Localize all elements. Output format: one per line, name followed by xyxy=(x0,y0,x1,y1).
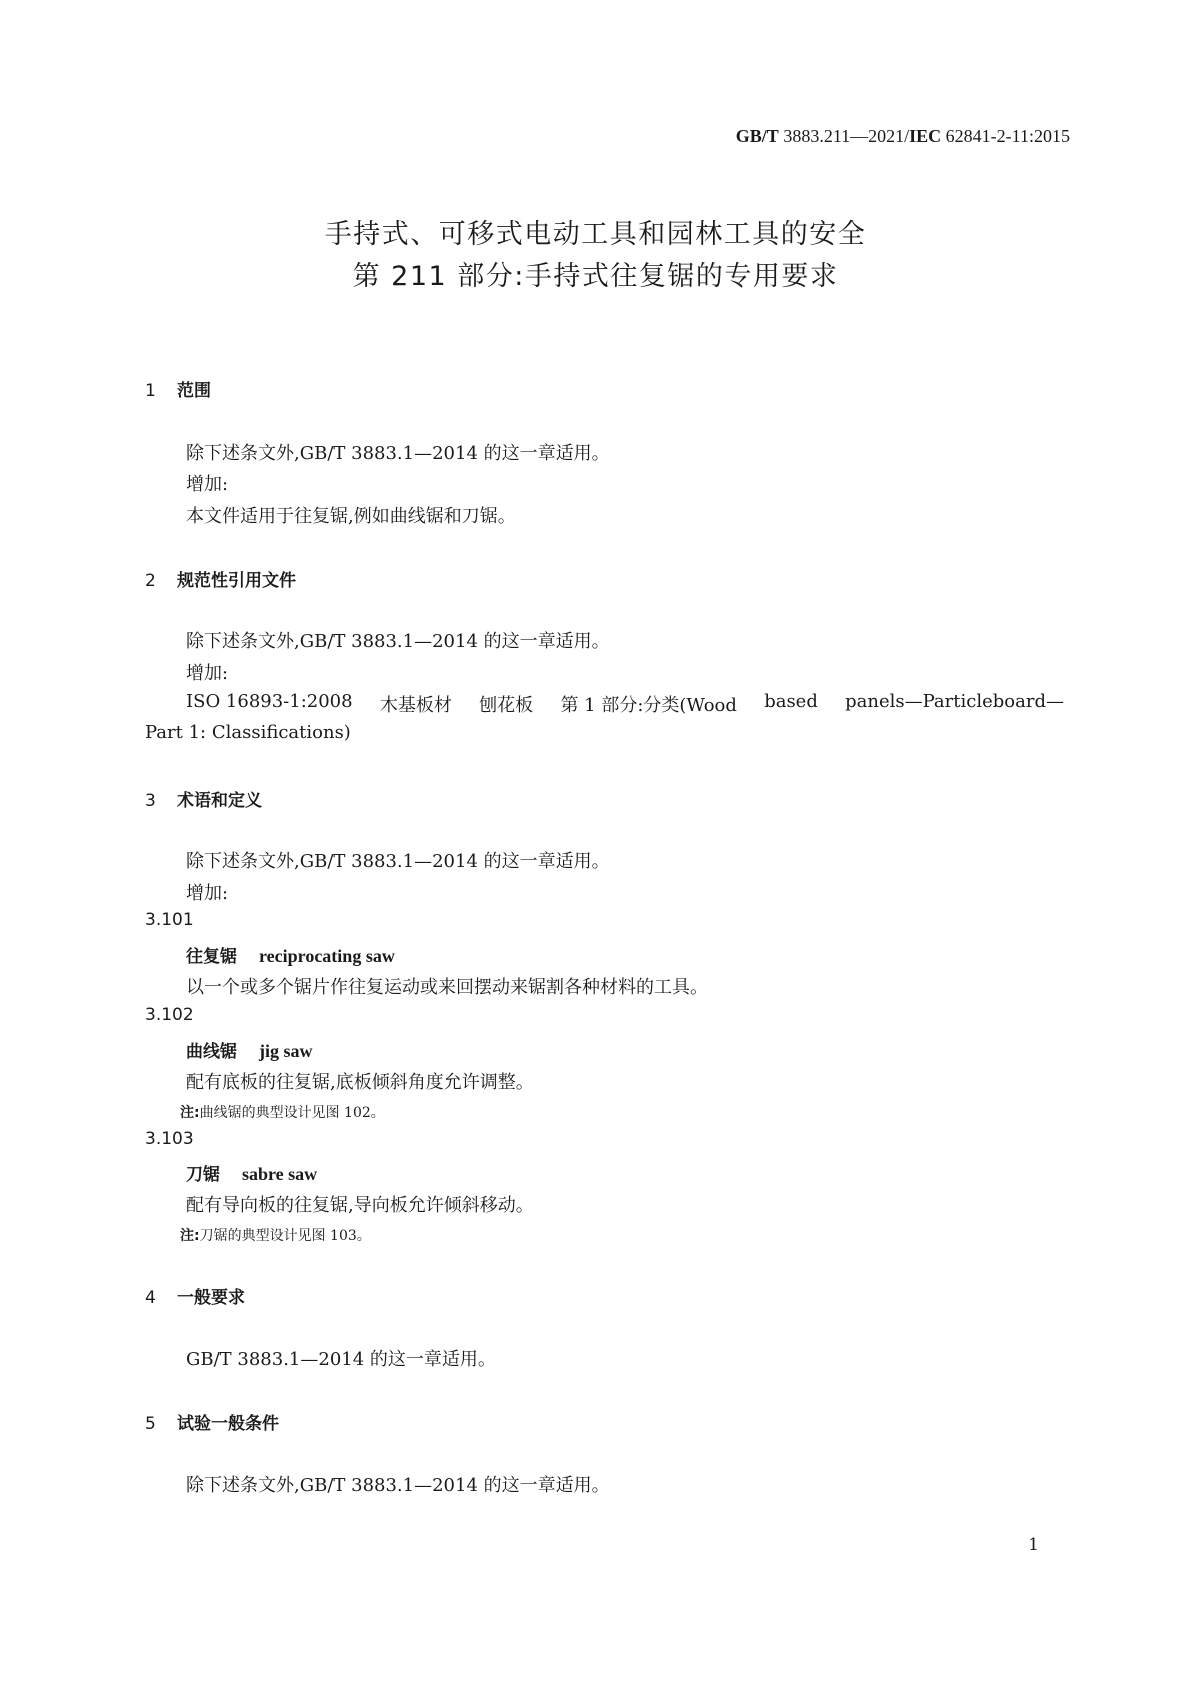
term-number: 3.101 xyxy=(145,910,194,930)
paragraph: 增加: xyxy=(186,883,229,904)
ref-part: 刨花板 xyxy=(479,695,534,716)
section-heading-3 xyxy=(145,786,262,811)
section-heading-1 xyxy=(145,376,211,401)
note-label: 注: xyxy=(180,1105,200,1121)
section-number: 2 xyxy=(145,571,156,591)
term-zh: 曲线锯 xyxy=(186,1042,237,1062)
section-number: 3 xyxy=(145,791,156,811)
section-heading-5 xyxy=(145,1409,279,1434)
section-heading-2 xyxy=(145,566,296,591)
ref-part: based xyxy=(764,691,818,712)
document-title-line1: 手持式、可移式电动工具和园林工具的安全 xyxy=(324,219,867,250)
paragraph: 除下述条文外,GB/T 3883.1—2014 的这一章适用。 xyxy=(186,443,610,464)
term-en: sabre saw xyxy=(242,1164,318,1184)
std-mid: 3883.211—2021/ xyxy=(778,126,910,146)
term-number: 3.102 xyxy=(145,1005,194,1025)
paragraph: GB/T 3883.1—2014 的这一章适用。 xyxy=(186,1349,496,1370)
normative-reference-continuation: Part 1: Classifications) xyxy=(145,722,351,743)
ref-part: panels—Particleboard— xyxy=(845,691,1064,712)
section-number: 4 xyxy=(145,1288,156,1308)
document-title-line2: 第 211 部分:手持式往复锯的专用要求 xyxy=(352,261,839,292)
paragraph: 除下述条文外,GB/T 3883.1—2014 的这一章适用。 xyxy=(186,1475,610,1496)
note-label: 注: xyxy=(180,1228,200,1244)
ref-part: ISO 16893-1:2008 xyxy=(186,691,353,712)
ref-part: 木基板材 xyxy=(379,695,452,716)
paragraph: 增加: xyxy=(186,474,229,495)
section-title: 一般要求 xyxy=(177,1288,245,1308)
section-title: 范围 xyxy=(177,381,211,401)
term-entry xyxy=(186,1037,313,1062)
std-iec: IEC xyxy=(909,126,942,146)
std-suffix: 62841-2-11:2015 xyxy=(941,126,1070,146)
section-number: 5 xyxy=(145,1414,156,1434)
term-definition: 配有导向板的往复锯,导向板允许倾斜移动。 xyxy=(186,1195,534,1216)
note-text: 曲线锯的典型设计见图 102。 xyxy=(199,1105,385,1121)
term-entry xyxy=(186,1160,317,1185)
term-note xyxy=(180,1225,371,1245)
term-number: 3.103 xyxy=(145,1129,194,1149)
standard-number xyxy=(736,126,1070,147)
term-en: jig saw xyxy=(259,1041,313,1061)
std-prefix: GB/T xyxy=(735,126,779,146)
term-definition: 以一个或多个锯片作往复运动或来回摆动来锯割各种材料的工具。 xyxy=(186,977,708,998)
term-en: reciprocating saw xyxy=(259,946,395,966)
section-number: 1 xyxy=(145,381,156,401)
term-note xyxy=(180,1102,385,1122)
paragraph: 增加: xyxy=(186,663,229,684)
normative-reference xyxy=(186,691,1064,717)
paragraph: 除下述条文外,GB/T 3883.1—2014 的这一章适用。 xyxy=(186,851,610,872)
paragraph: 本文件适用于往复锯,例如曲线锯和刀锯。 xyxy=(186,506,516,527)
section-title: 试验一般条件 xyxy=(177,1414,279,1434)
ref-part: 第 1 部分:分类(Wood xyxy=(560,695,737,716)
term-zh: 往复锯 xyxy=(186,947,237,967)
section-title: 术语和定义 xyxy=(177,791,262,811)
term-definition: 配有底板的往复锯,底板倾斜角度允许调整。 xyxy=(186,1072,534,1093)
section-heading-4 xyxy=(145,1283,245,1308)
term-zh: 刀锯 xyxy=(186,1165,220,1185)
page-number: 1 xyxy=(1028,1535,1039,1555)
note-text: 刀锯的典型设计见图 103。 xyxy=(199,1228,371,1244)
term-entry xyxy=(186,942,395,967)
paragraph: 除下述条文外,GB/T 3883.1—2014 的这一章适用。 xyxy=(186,631,610,652)
section-title: 规范性引用文件 xyxy=(177,571,296,591)
